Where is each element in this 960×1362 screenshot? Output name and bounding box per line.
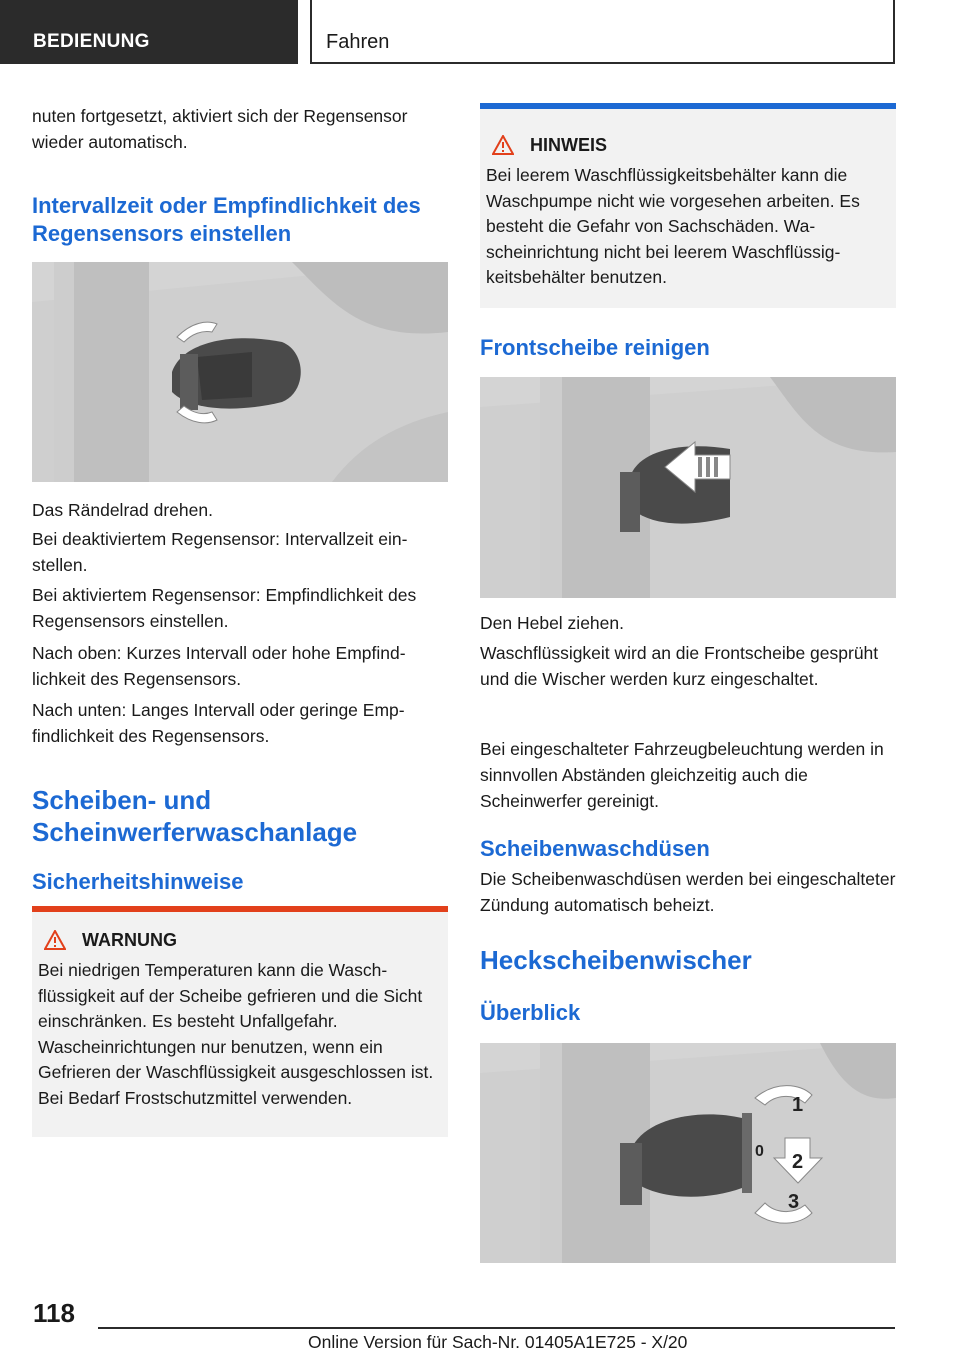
warning-box bbox=[32, 906, 448, 1137]
paragraph-up: Nach oben: Kurzes Intervall oder hohe Empfindlichkeit des Regensensors. bbox=[32, 643, 406, 689]
note-triangle-icon bbox=[492, 135, 514, 155]
lever-illustration-2 bbox=[480, 377, 896, 598]
paragraph-rain-sensor-off: Bei deaktiviertem Regensensor: Intervallzeit einstellen. bbox=[32, 529, 408, 575]
note-title: HINWEIS bbox=[530, 135, 608, 155]
warning-title: WARNUNG bbox=[82, 930, 177, 950]
intro-paragraph: nuten fortgesetzt, aktiviert sich der Regensensor wieder automatisch. bbox=[32, 106, 408, 152]
heading-front-clean: Frontscheibe reinigen bbox=[480, 335, 710, 360]
position-label-3: 3 bbox=[788, 1191, 800, 1213]
position-label-1: 1 bbox=[792, 1094, 804, 1116]
paragraph-rain-sensor-on: Bei aktiviertem Regensensor: Empfindlichkeit des Regensensors einstellen. bbox=[32, 585, 417, 631]
heading-safety: Sicherheitshinweise bbox=[32, 869, 244, 894]
warning-text: Bei niedrigen Temperaturen kann die Waschflüssigkeit auf der Scheibe gefrieren und die Sicht einschränken. Es besteht Unfallgefahr. Wascheinrichtungen nur benutzen, wenn ein Gefrieren der Waschflüssigkeit ausgeschlossen ist. Bei Bedarf Frostschutzmittel verwenden. bbox=[38, 960, 434, 1108]
paragraph-washer-fluid: Waschflüssigkeit wird an die Frontscheibe gesprüht und die Wischer werden kurz eingeschaltet. bbox=[480, 643, 879, 689]
paragraph-pull-lever: Den Hebel ziehen. bbox=[480, 613, 624, 633]
footer-text: Online Version für Sach-Nr. 01405A1E725 - X/20 bbox=[308, 1332, 688, 1352]
heading-interval: Intervallzeit oder Empfindlichkeit des Regensensors einstellen bbox=[32, 193, 421, 246]
lever-illustration-1 bbox=[32, 262, 448, 482]
header-chapter-label: Fahren bbox=[310, 0, 895, 64]
note-box bbox=[480, 103, 896, 308]
lever-illustration-3 bbox=[480, 1043, 896, 1263]
paragraph-turn-wheel: Das Rändelrad drehen. bbox=[32, 500, 213, 520]
paragraph-nozzles: Die Scheibenwaschdüsen werden bei eingeschalteter Zündung automatisch beheizt. bbox=[480, 869, 896, 915]
heading-rear-wiper: Heckscheibenwischer bbox=[480, 945, 752, 975]
position-label-2: 2 bbox=[792, 1151, 804, 1173]
heading-overview: Überblick bbox=[480, 1000, 581, 1025]
footer-divider bbox=[98, 1327, 895, 1329]
heading-nozzles: Scheibenwaschdüsen bbox=[480, 836, 710, 861]
figure-pull-lever bbox=[480, 377, 896, 598]
figure-rear-wiper-overview bbox=[480, 1043, 896, 1263]
paragraph-down: Nach unten: Langes Intervall oder geringe Empfindlichkeit des Regensensors. bbox=[32, 700, 405, 746]
figure-knurled-wheel bbox=[32, 262, 448, 482]
header-section-label: BEDIENUNG bbox=[0, 0, 298, 64]
paragraph-headlight-clean: Bei eingeschalteter Fahrzeugbeleuchtung werden in sinnvollen Abständen gleichzeitig auch die Scheinwerfer gereinigt. bbox=[480, 739, 884, 811]
heading-wash-system: Scheiben- und Scheinwerferwaschanlage bbox=[32, 785, 358, 847]
note-text: Bei leerem Waschflüssigkeitsbehälter kann die Waschpumpe nicht wie vorgesehen arbeiten. Es besteht die Gefahr von Sachschäden. Wascheinrichtung nicht bei leerem Waschflüssigkeitsbehälter benutzen. bbox=[486, 165, 860, 287]
page-number: 118 bbox=[33, 1298, 75, 1328]
warning-triangle-icon bbox=[44, 930, 66, 950]
position-label-0: 0 bbox=[755, 1143, 764, 1160]
